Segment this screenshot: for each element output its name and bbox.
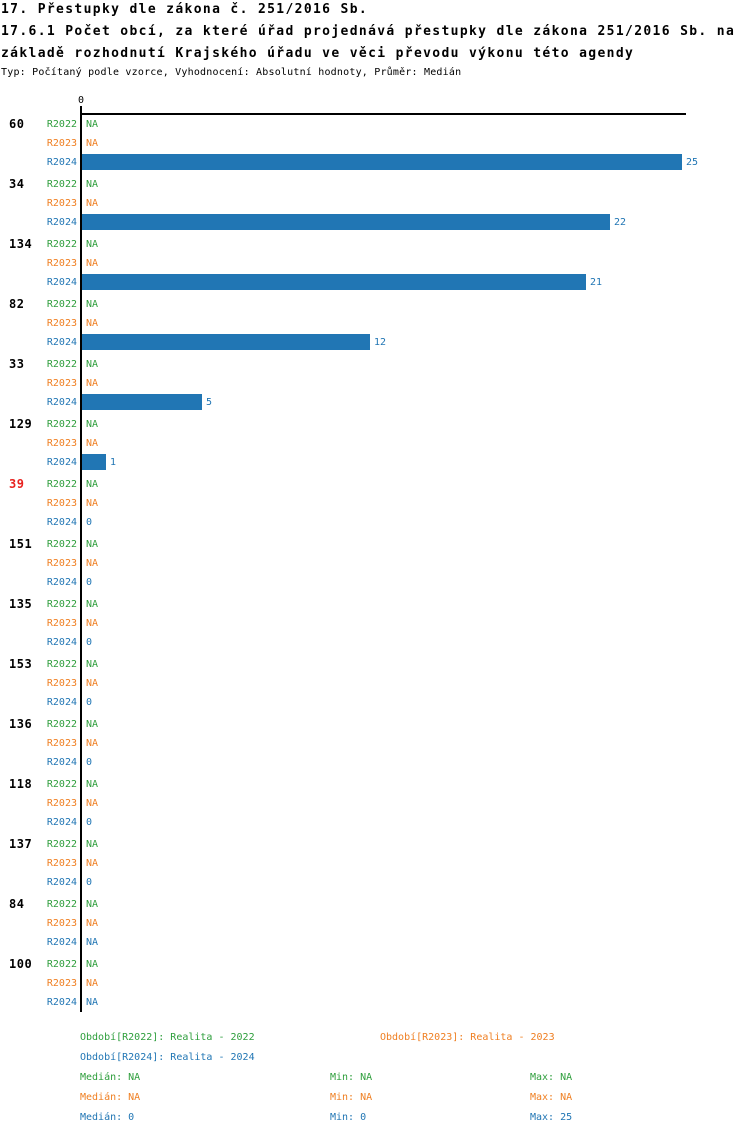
legend-min: Min: NA	[330, 1072, 373, 1083]
legend-period: Období[R2023]: Realita - 2023	[380, 1032, 555, 1043]
series-label: R2022	[46, 599, 77, 610]
na-value: NA	[86, 138, 99, 149]
chart-subtitle-line1: 17.6.1 Počet obcí, za které úřad projednává přestupky dle zákona 251/2016 Sb. na	[1, 24, 736, 39]
series-label: R2022	[46, 839, 77, 850]
series-label: R2023	[46, 138, 77, 149]
series-label: R2022	[46, 419, 77, 430]
legend-min: Min: NA	[330, 1092, 373, 1103]
bar-value: 25	[686, 157, 699, 168]
group-label: 82	[9, 297, 25, 311]
na-value: NA	[86, 498, 99, 509]
series-label: R2024	[46, 517, 77, 528]
series-label: R2023	[46, 198, 77, 209]
legend-median: Medián: NA	[80, 1072, 141, 1083]
group-label: 129	[9, 417, 33, 431]
na-value: NA	[86, 599, 99, 610]
series-label: R2023	[46, 498, 77, 509]
na-value: NA	[86, 937, 99, 948]
series-label: R2023	[46, 258, 77, 269]
chart-subtitle-line2: základě rozhodnutí Krajského úřadu ve věci převodu výkonu této agendy	[1, 46, 635, 61]
series-label: R2024	[46, 817, 77, 828]
series-label: R2024	[46, 697, 77, 708]
series-label: R2023	[46, 438, 77, 449]
bar-value: 21	[590, 277, 603, 288]
series-label: R2023	[46, 978, 77, 989]
series-label: R2022	[46, 479, 77, 490]
bar	[82, 274, 586, 290]
na-value: NA	[86, 119, 99, 130]
series-label: R2024	[46, 997, 77, 1008]
series-label: R2023	[46, 798, 77, 809]
series-label: R2023	[46, 678, 77, 689]
na-value: NA	[86, 479, 99, 490]
na-value: NA	[86, 378, 99, 389]
na-value: NA	[86, 659, 99, 670]
zero-value: 0	[86, 637, 93, 648]
na-value: NA	[86, 438, 99, 449]
zero-value: 0	[86, 817, 93, 828]
legend-period: Období[R2024]: Realita - 2024	[80, 1052, 255, 1063]
series-label: R2023	[46, 918, 77, 929]
group-label: 151	[9, 537, 33, 551]
series-label: R2023	[46, 858, 77, 869]
bar	[82, 334, 370, 350]
na-value: NA	[86, 918, 99, 929]
series-label: R2022	[46, 239, 77, 250]
bar-value: 1	[110, 457, 117, 468]
na-value: NA	[86, 618, 99, 629]
na-value: NA	[86, 198, 99, 209]
bar-value: 22	[614, 217, 627, 228]
series-label: R2023	[46, 558, 77, 569]
series-label: R2022	[46, 539, 77, 550]
zero-value: 0	[86, 697, 93, 708]
zero-value: 0	[86, 517, 93, 528]
na-value: NA	[86, 539, 99, 550]
bar-value: 12	[374, 337, 387, 348]
series-label: R2022	[46, 119, 77, 130]
na-value: NA	[86, 959, 99, 970]
series-label: R2022	[46, 659, 77, 670]
chart-meta: Typ: Počítaný podle vzorce, Vyhodnocení: Absolutní hodnoty, Průměr: Medián	[1, 67, 462, 78]
na-value: NA	[86, 359, 99, 370]
bar	[82, 154, 682, 170]
na-value: NA	[86, 899, 99, 910]
zero-value: 0	[86, 577, 93, 588]
series-label: R2022	[46, 179, 77, 190]
legend-median: Medián: 0	[80, 1112, 135, 1123]
na-value: NA	[86, 738, 99, 749]
page-title: 17. Přestupky dle zákona č. 251/2016 Sb.	[1, 2, 369, 17]
bar	[82, 214, 610, 230]
series-label: R2024	[46, 877, 77, 888]
group-label: 153	[9, 657, 33, 671]
series-label: R2024	[46, 337, 77, 348]
bar	[82, 394, 202, 410]
na-value: NA	[86, 258, 99, 269]
group-label: 118	[9, 777, 33, 791]
series-label: R2024	[46, 757, 77, 768]
legend-median: Medián: NA	[80, 1092, 141, 1103]
axis-tick-zero: 0	[77, 95, 85, 106]
na-value: NA	[86, 299, 99, 310]
na-value: NA	[86, 779, 99, 790]
series-label: R2024	[46, 637, 77, 648]
group-label: 34	[9, 177, 25, 191]
series-label: R2022	[46, 899, 77, 910]
y-axis-line	[80, 106, 82, 1012]
na-value: NA	[86, 678, 99, 689]
series-label: R2023	[46, 378, 77, 389]
group-label: 100	[9, 957, 33, 971]
na-value: NA	[86, 318, 99, 329]
group-label: 136	[9, 717, 33, 731]
na-value: NA	[86, 239, 99, 250]
na-value: NA	[86, 997, 99, 1008]
series-label: R2022	[46, 719, 77, 730]
na-value: NA	[86, 419, 99, 430]
na-value: NA	[86, 839, 99, 850]
bar-value: 5	[206, 397, 213, 408]
na-value: NA	[86, 978, 99, 989]
group-label: 137	[9, 837, 33, 851]
series-label: R2024	[46, 937, 77, 948]
legend-max: Max: NA	[530, 1092, 573, 1103]
zero-value: 0	[86, 877, 93, 888]
series-label: R2024	[46, 157, 77, 168]
legend-min: Min: 0	[330, 1112, 367, 1123]
group-label: 84	[9, 897, 25, 911]
series-label: R2024	[46, 397, 77, 408]
legend-max: Max: 25	[530, 1112, 573, 1123]
group-label: 60	[9, 117, 25, 131]
legend-max: Max: NA	[530, 1072, 573, 1083]
legend-period: Období[R2022]: Realita - 2022	[80, 1032, 255, 1043]
series-label: R2024	[46, 457, 77, 468]
group-label: 39	[9, 477, 25, 491]
series-label: R2022	[46, 299, 77, 310]
series-label: R2024	[46, 277, 77, 288]
series-label: R2024	[46, 577, 77, 588]
group-label: 33	[9, 357, 25, 371]
na-value: NA	[86, 719, 99, 730]
series-label: R2022	[46, 359, 77, 370]
na-value: NA	[86, 179, 99, 190]
na-value: NA	[86, 858, 99, 869]
series-label: R2023	[46, 738, 77, 749]
group-label: 135	[9, 597, 33, 611]
series-label: R2022	[46, 959, 77, 970]
group-label: 134	[9, 237, 33, 251]
na-value: NA	[86, 798, 99, 809]
x-axis-line	[80, 113, 686, 115]
na-value: NA	[86, 558, 99, 569]
zero-value: 0	[86, 757, 93, 768]
series-label: R2024	[46, 217, 77, 228]
series-label: R2022	[46, 779, 77, 790]
series-label: R2023	[46, 618, 77, 629]
bar	[82, 454, 106, 470]
series-label: R2023	[46, 318, 77, 329]
